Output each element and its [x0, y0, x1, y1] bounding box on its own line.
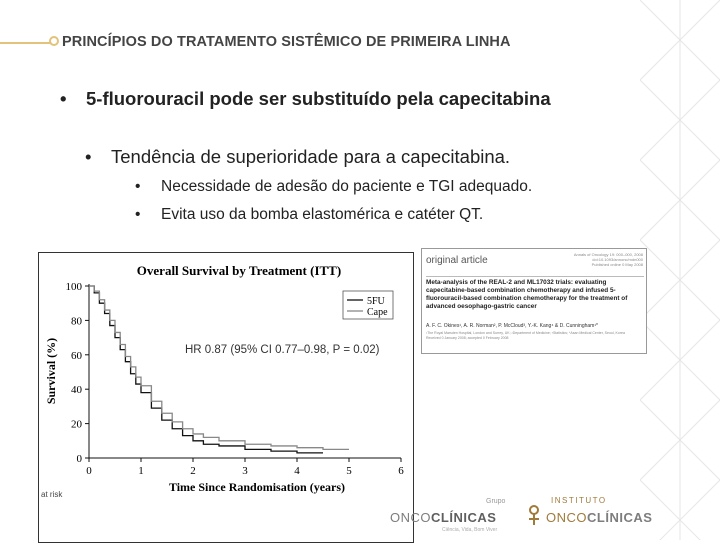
bullet-glyph: • — [135, 178, 141, 195]
legend-label: Cape — [367, 307, 388, 318]
article-meta-line: Annals of Oncology 19: 000–000, 2008 — [573, 252, 643, 257]
instituto-mark-icon — [526, 504, 542, 526]
logo-tagline: Ciência, Vida, Bom Viver — [442, 527, 498, 533]
bullet-glyph: • — [60, 88, 67, 109]
article-meta — [574, 252, 643, 267]
article-thumbnail — [421, 248, 647, 354]
chart-footer-text: at risk — [41, 490, 63, 499]
legend-label: 5FU — [367, 296, 385, 307]
logo-text-clinicas: CLÍNICAS — [431, 510, 497, 525]
chart-legend — [343, 291, 393, 319]
article-affiliation-text: ¹The Royal Marsden Hospital, London and Surrey, UK; ²Department of Medicine; ³Statistics; ⁴Asan Medical Center, Seoul, Korea — [426, 331, 625, 335]
survival-chart — [38, 252, 414, 543]
bullet-secondary — [85, 146, 510, 168]
title-accent-dot — [49, 36, 59, 46]
x-tick-label: 6 — [398, 465, 404, 477]
article-meta-line: doi:10.1093/annonc/mdn000 — [592, 257, 643, 262]
article-meta-line: Published online 0 May 2008 — [591, 262, 643, 267]
slide-title: PRINCÍPIOS DO TRATAMENTO SISTÊMICO DE PRIMEIRA LINHA — [62, 34, 511, 50]
logo-instituto-label: INSTITUTO — [551, 496, 607, 505]
chart-xlabel: Time Since Randomisation (years) — [168, 480, 346, 494]
chart-title: Overall Survival by Treatment (ITT) — [136, 263, 342, 278]
x-tick-label: 3 — [242, 465, 248, 477]
article-title: Meta-analysis of the REAL-2 and ML17032 trials: evaluating capecitabine-based combination chemotherapy and infused 5-fluorouracil-based combination chemotherapy for the treatment of advanced oesophago-gastric cancer — [426, 279, 628, 310]
survival-line-5fu — [89, 286, 323, 453]
decorative-pattern — [640, 0, 720, 540]
x-tick-label: 2 — [190, 465, 196, 477]
y-tick-label: 60 — [71, 349, 82, 362]
bullet-secondary-text: Tendência de superioridade para a capecitabina. — [111, 146, 511, 167]
article-received-text: Received 0 January 2008; accepted 0 February 2008 — [426, 335, 509, 340]
survival-line-cape — [89, 286, 349, 449]
logo-instituto-oncoclinicas — [546, 510, 652, 525]
chart-series — [89, 286, 349, 453]
chart-annotation: HR 0.87 (95% CI 0.77–0.98, P = 0.02) — [185, 344, 380, 356]
sub-bullet-text: Necessidade de adesão do paciente e TGI adequado. — [161, 178, 533, 195]
sub-bullet-text: Evita uso da bomba elastomérica e catéter QT. — [161, 206, 484, 223]
bullet-main-text: 5-fluorouracil pode ser substituído pela capecitabina — [86, 88, 551, 109]
y-tick-label: 20 — [71, 418, 82, 431]
y-tick-label: 100 — [65, 281, 82, 293]
x-tick-label: 4 — [294, 465, 300, 477]
y-tick-label: 0 — [76, 453, 82, 465]
x-tick-label: 1 — [138, 465, 144, 477]
logo-text-onco: ONCO — [390, 510, 431, 525]
article-header: original article — [426, 255, 488, 266]
logo-grupo-label: Grupo — [486, 498, 506, 505]
logo-text-onco: ONCO — [546, 510, 587, 525]
article-rule — [426, 276, 644, 277]
x-tick-label: 0 — [86, 465, 92, 477]
bullet-glyph: • — [85, 146, 92, 167]
footer-logos — [386, 496, 656, 540]
logo-oncoclinicas — [390, 510, 496, 525]
survival-chart-svg — [39, 253, 415, 544]
sub-bullet-1 — [135, 178, 532, 196]
article-authors: A. F. C. Okines¹, A. R. Norman², P. McCloud³, Y.-K. Kang⁴ & D. Cunningham¹* — [426, 323, 598, 329]
logo-text-clinicas: CLÍNICAS — [587, 510, 653, 525]
y-tick-label: 80 — [71, 315, 82, 328]
y-tick-label: 40 — [71, 384, 82, 397]
article-affiliation — [426, 331, 644, 340]
bullet-glyph: • — [135, 206, 141, 223]
sub-bullet-2 — [135, 206, 483, 224]
bullet-main — [60, 88, 551, 110]
chart-ylabel: Survival (%) — [44, 337, 58, 405]
x-tick-label: 5 — [346, 465, 352, 477]
title-accent-line — [0, 42, 50, 44]
